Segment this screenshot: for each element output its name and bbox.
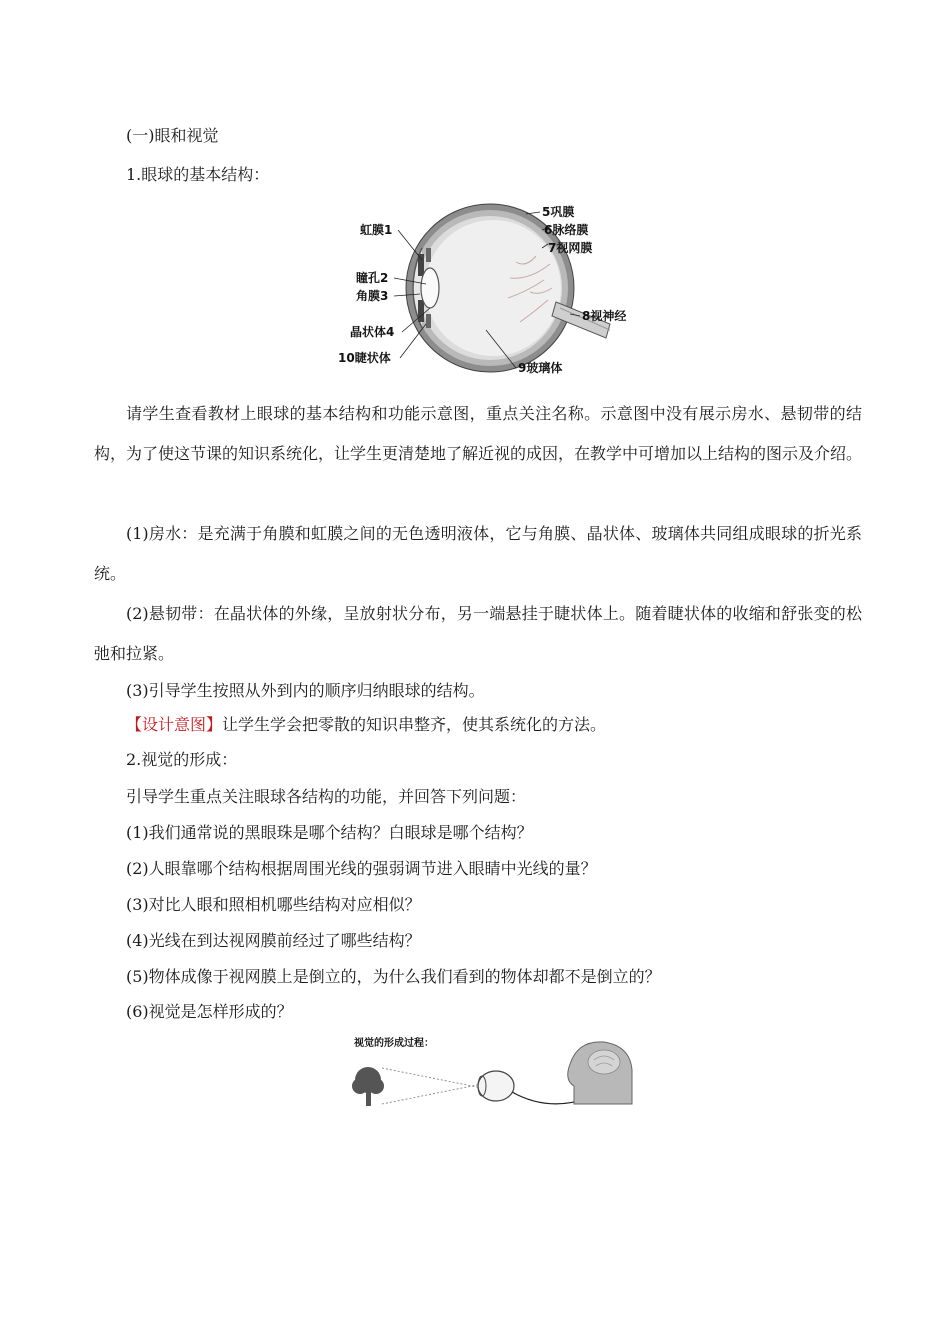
question-4: (4)光线在到达视网膜前经过了哪些结构？ bbox=[126, 931, 421, 950]
label-choroid: 6脉络膜 bbox=[544, 223, 589, 237]
point-summary: (3)引导学生按照从外到内的顺序归纳眼球的结构。 bbox=[126, 681, 485, 700]
tree-icon bbox=[352, 1067, 384, 1106]
eye-icon bbox=[478, 1071, 514, 1101]
label-lens: 晶状体4 bbox=[350, 325, 395, 339]
point-aqueous-humor: (1)房水：是充满于角膜和虹膜之间的无色透明液体，它与角膜、晶状体、玻璃体共同组成眼球的折光系统。 bbox=[94, 524, 862, 583]
question-6: (6)视觉是怎样形成的？ bbox=[126, 1002, 293, 1021]
intro-paragraph: 请学生查看教材上眼球的基本结构和功能示意图，重点关注名称。示意图中没有展示房水、悬韧带的结构，为了使这节课的知识系统化，让学生更清楚地了解近视的成因，在教学中可增加以上结构的图示及介绍。 bbox=[94, 404, 863, 463]
design-intent-tag: 【设计意图】 bbox=[126, 715, 223, 734]
question-3: (3)对比人眼和照相机哪些结构对应相似？ bbox=[126, 895, 421, 914]
label-vitreous-body: 9玻璃体 bbox=[518, 361, 563, 375]
point-suspensory-ligament: (2)悬韧带：在晶状体的外缘，呈放射状分布，另一端悬挂于睫状体上。随着睫状体的收缩和舒张变的松弛和拉紧。 bbox=[94, 604, 862, 663]
question-1: (1)我们通常说的黑眼珠是哪个结构？白眼球是哪个结构？ bbox=[126, 823, 533, 842]
label-cornea: 角膜3 bbox=[356, 289, 389, 303]
question-2: (2)人眼靠哪个结构根据周围光线的强弱调节进入眼睛中光线的量？ bbox=[126, 859, 597, 878]
item2-title: 2.视觉的形成： bbox=[126, 750, 238, 769]
question-5: (5)物体成像于视网膜上是倒立的，为什么我们看到的物体却都不是倒立的？ bbox=[126, 967, 661, 986]
design-intent bbox=[126, 715, 606, 735]
vision-figure-caption: 视觉的形成过程： bbox=[354, 1038, 434, 1049]
head-brain-icon bbox=[568, 1042, 632, 1104]
vision-formation-diagram bbox=[342, 1034, 642, 1116]
label-iris: 虹膜1 bbox=[360, 223, 393, 237]
item2-intro: 引导学生重点关注眼球各结构的功能，并回答下列问题： bbox=[126, 787, 527, 806]
label-sclera: 5巩膜 bbox=[542, 205, 575, 219]
label-pupil: 瞳孔2 bbox=[356, 271, 389, 285]
design-intent-text: 让学生学会把零散的知识串整齐，使其系统化的方法。 bbox=[222, 715, 607, 734]
eyeball-structure-diagram bbox=[330, 196, 640, 386]
label-retina: 7视网膜 bbox=[548, 241, 593, 255]
section-title: (一)眼和视觉 bbox=[126, 126, 219, 145]
label-ciliary-body: 10睫状体 bbox=[338, 351, 391, 365]
item1-title: 1.眼球的基本结构： bbox=[126, 165, 270, 184]
label-optic-nerve: 8视神经 bbox=[582, 309, 627, 323]
